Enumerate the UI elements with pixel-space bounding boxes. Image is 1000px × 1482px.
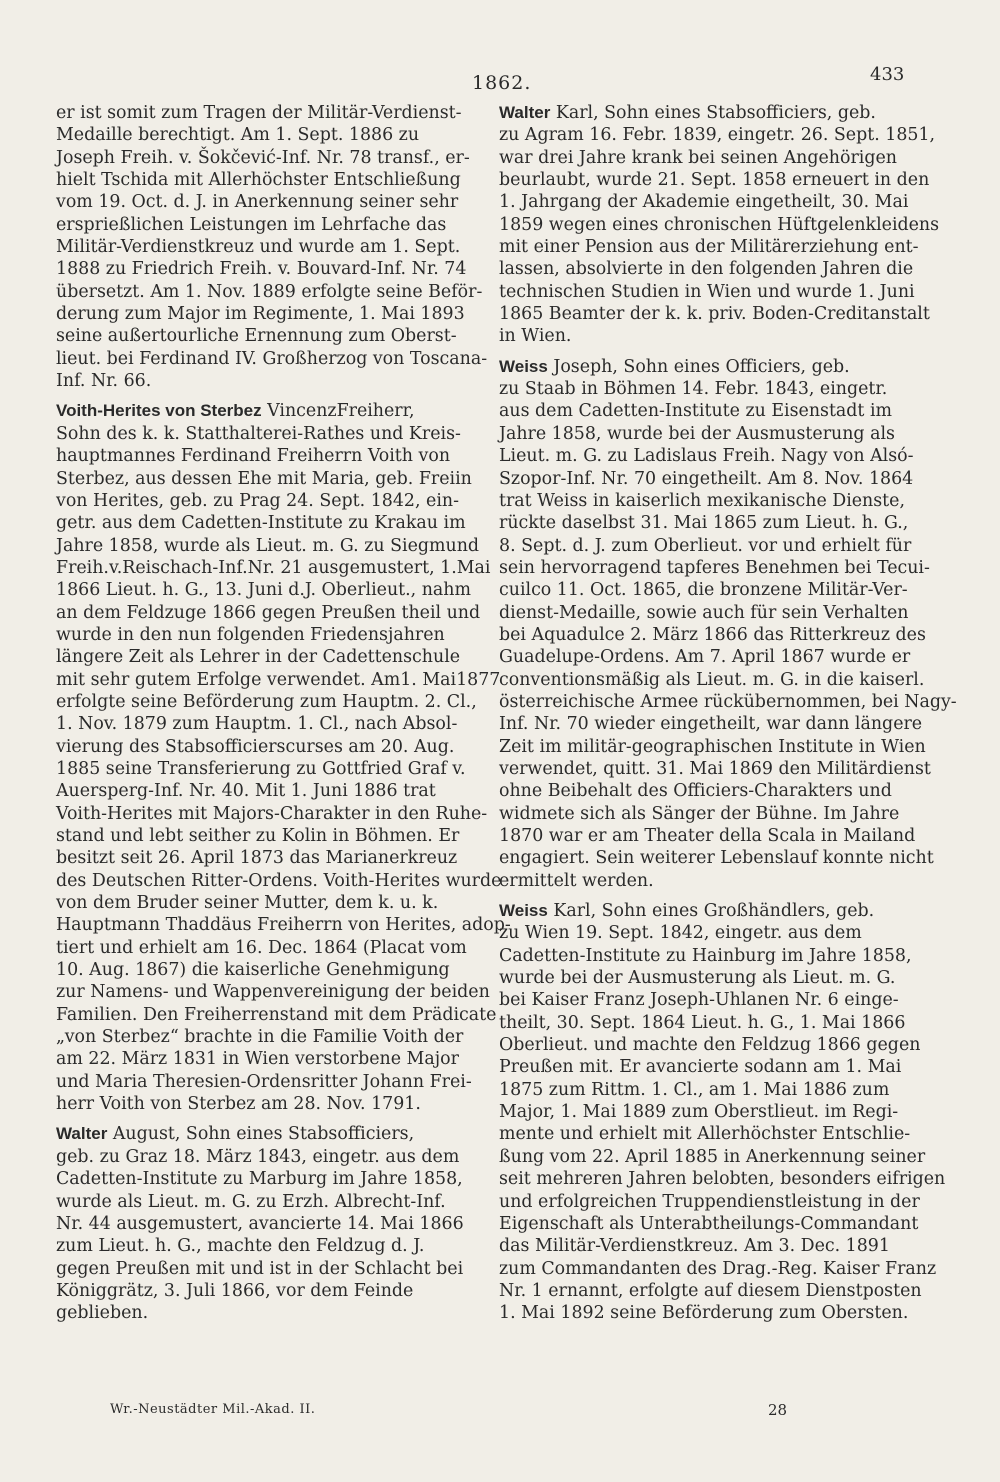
line-text: Oberlieut. und machte den Feldzug 1866 gegen <box>499 1035 921 1056</box>
text-line <box>56 602 486 624</box>
line-text: 10. Aug. 1867) die kaiserliche Genehmigung <box>56 960 450 981</box>
sheet-number: 28 <box>768 1401 788 1419</box>
entry-name: Weiss <box>499 356 548 376</box>
text-line <box>56 370 486 392</box>
text-line <box>499 258 914 280</box>
text-line <box>56 914 511 936</box>
line-text: und erfolgreichen Truppendienstleistung in der <box>499 1191 920 1212</box>
line-text: wurde bei der Ausmusterung als Lieut. m. G. <box>499 968 896 989</box>
text-line <box>56 758 486 780</box>
line-text: Preußen mit. Er avancierte sodann am 1. Mai <box>499 1057 902 1078</box>
text-line <box>499 400 909 422</box>
text-line <box>499 691 957 713</box>
text-line <box>56 423 486 445</box>
line-text: Nr. 1 ernannt, erfolgte auf diesem Dienstposten <box>499 1280 922 1301</box>
text-line <box>56 557 491 579</box>
text-line <box>56 669 501 691</box>
text-line <box>56 892 486 914</box>
text-line <box>56 803 486 825</box>
line-text: österreichische Armee rückübernommen, bei Nagy- <box>499 691 957 712</box>
line-text: herr Voith von Sterbez am 28. Nov. 1791. <box>56 1094 421 1115</box>
line-text: Militär-Verdienstkreuz und wurde am 1. Sept. <box>56 237 461 258</box>
line-text: Szopor-Inf. Nr. 70 eingetheilt. Am 8. Nov. 1864 <box>499 468 914 489</box>
line-text: aus dem Cadetten-Institute zu Eisenstadt im <box>499 401 892 422</box>
line-text: technischen Studien in Wien und wurde 1. Juni <box>499 281 915 302</box>
line-text: ßung vom 22. April 1885 in Anerkennung seiner <box>499 1146 926 1167</box>
line-text: tiert und erhielt am 16. Dec. 1864 (Placat vom <box>56 937 467 958</box>
line-text: Lieut. m. G. zu Ladislaus Freih. Nagy von Alsó- <box>499 446 914 467</box>
entry-name: Walter <box>499 103 551 122</box>
text-line <box>56 191 486 213</box>
line-text: Eigenschaft als Unterabtheilungs-Commandant <box>499 1213 919 1234</box>
line-text: 1870 war er am Theater della Scala in Mailand <box>499 826 916 846</box>
entry-name: Walter <box>56 1124 108 1144</box>
text-line <box>56 713 486 735</box>
text-line <box>56 102 486 124</box>
line-text: Inf. Nr. 66. <box>56 371 152 392</box>
text-line <box>499 1213 919 1235</box>
text-line <box>499 102 909 124</box>
text-line <box>499 803 909 825</box>
line-text: Jahre 1858, wurde bei der Ausmusterung als <box>499 423 895 444</box>
printer-signature: Wr.-Neustädter Mil.-Akad. II. <box>110 1402 316 1417</box>
text-line <box>499 512 909 534</box>
line-text: bei Kaiser Franz Joseph-Uhlanen Nr. 6 einge- <box>499 990 899 1011</box>
line-text: cuilco 11. Oct. 1865, die bronzene Militär-Ver- <box>499 580 908 601</box>
line-text: besitzt seit 26. April 1873 das Marianerkreuz <box>56 848 458 869</box>
text-line <box>56 1146 486 1168</box>
text-line <box>499 557 930 579</box>
text-line <box>499 445 914 467</box>
line-text: wurde in den nun folgenden Friedensjahren <box>56 624 445 645</box>
line-text: lassen, absolvierte in den folgenden Jahren die <box>499 259 914 280</box>
text-line <box>499 1056 909 1078</box>
text-line <box>56 400 486 422</box>
text-line <box>499 325 909 347</box>
line-text: von dem Bruder seiner Mutter, dem k. u. k. <box>56 893 439 914</box>
line-text: zu Wien 19. Sept. 1842, eingetr. aus dem <box>499 923 862 944</box>
line-text: hauptmannes Ferdinand Freiherrn Voith von <box>56 446 451 467</box>
text-line <box>56 579 486 601</box>
line-text: geblieben. <box>56 1303 149 1324</box>
text-line <box>56 147 486 169</box>
text-line <box>499 870 909 892</box>
line-text: Medaille berechtigt. Am 1. Sept. 1886 zu <box>56 125 420 146</box>
text-line <box>499 236 919 258</box>
text-line <box>499 945 912 967</box>
text-line <box>499 713 923 735</box>
text-line <box>499 1191 920 1213</box>
line-text: vierung des Stabsofficierscurses am 20. Aug. <box>56 736 455 757</box>
line-text: zur Namens- und Wappenvereinigung der beiden <box>56 982 490 1003</box>
line-text: des Deutschen Ritter-Ordens. Voith-Herites wurde <box>56 870 502 891</box>
text-line <box>56 646 486 668</box>
text-line <box>56 1048 486 1070</box>
text-line <box>56 691 486 713</box>
line-text: conventionsmäßig als Lieut. m. G. in die kaiserl. <box>499 669 925 690</box>
line-text: geb. zu Graz 18. März 1843, eingetr. aus dem <box>56 1146 460 1167</box>
line-text: getr. aus dem Cadetten-Institute zu Krakau im <box>56 513 466 534</box>
line-text: zum Commandanten des Drag.-Reg. Kaiser Franz <box>499 1258 937 1279</box>
line-text: mit sehr gutem Erfolge verwendet. Am1. Mai1877 <box>56 669 501 690</box>
line-text: 1. Jahrgang der Akademie eingetheilt, 30. Mai <box>499 192 909 213</box>
text-line <box>56 348 486 370</box>
text-line <box>499 191 909 213</box>
text-line <box>56 825 486 847</box>
text-line <box>56 1093 486 1115</box>
text-line <box>56 214 486 236</box>
line-text: war drei Jahre krank bei seinen Angehörigen <box>499 147 897 168</box>
line-text: Zeit im militär-geographischen Institute in Wien <box>499 736 926 757</box>
line-text: zu Staab in Böhmen 14. Febr. 1843, eingetr. <box>499 379 888 400</box>
line-text: 8. Sept. d. J. zum Oberlieut. vor und erhielt für <box>499 535 912 556</box>
line-text: dienst-Medaille, sowie auch für sein Verhalten <box>499 602 909 623</box>
text-line <box>499 1079 909 1101</box>
line-text: Sterbez, aus dessen Ehe mit Maria, geb. Freiin <box>56 468 472 489</box>
line-text: Cadetten-Institute zu Hainburg im Jahre 1858, <box>499 945 912 966</box>
text-line <box>56 124 486 146</box>
text-line <box>56 303 486 325</box>
text-line <box>56 1071 486 1093</box>
text-line <box>56 624 486 646</box>
text-line <box>499 922 909 944</box>
entry-name: Voith-Herites von Sterbez <box>56 401 262 421</box>
text-line <box>56 1213 486 1235</box>
text-line <box>499 378 909 400</box>
text-line <box>499 169 930 191</box>
text-line <box>56 1258 486 1280</box>
line-text: bei Aquadulce 2. März 1866 das Ritterkreuz des <box>499 624 926 645</box>
line-text: Jahre 1858, wurde als Lieut. m. G. zu Siegmund <box>56 535 480 556</box>
text-line <box>499 1168 946 1190</box>
text-line <box>56 535 486 557</box>
line-text: das Militär-Verdienstkreuz. Am 3. Dec. 1891 <box>499 1236 890 1257</box>
text-line <box>56 780 486 802</box>
line-text: 1. Mai 1892 seine Beförderung zum Obersten. <box>499 1303 909 1324</box>
line-text: August, Sohn eines Stabsofficiers, <box>107 1124 415 1145</box>
text-line <box>499 847 934 869</box>
text-line <box>499 490 909 512</box>
text-line <box>499 1280 922 1302</box>
line-text: verwendet, quitt. 31. Mai 1869 den Militärdienst <box>499 758 931 779</box>
line-text: „von Sterbez“ brachte in die Familie Voith der <box>56 1027 464 1048</box>
line-text: 1865 Beamter der k. k. priv. Boden-Creditanstalt <box>499 304 930 325</box>
text-line <box>499 423 909 445</box>
line-text: stand und lebt seither zu Kolin in Böhmen. Er <box>56 826 460 846</box>
text-line <box>56 325 486 347</box>
text-line <box>499 468 914 490</box>
text-line <box>56 959 486 981</box>
line-text: von Herites, geb. zu Prag 24. Sept. 1842, ein- <box>56 490 459 511</box>
text-line <box>499 535 912 557</box>
line-text: widmete sich als Sänger der Bühne. Im Jahre <box>499 803 900 824</box>
text-line <box>499 1123 909 1145</box>
line-text: erfolgte seine Beförderung zum Hauptm. 2. Cl., <box>56 691 477 712</box>
line-text: mente und erhielt mit Allerhöchster Entschlie- <box>499 1124 911 1145</box>
line-text: Nr. 44 ausgemustert, avancierte 14. Mai 1866 <box>56 1213 464 1234</box>
line-text: VincenzFreiherr, <box>261 401 415 422</box>
text-line <box>499 624 926 646</box>
line-text: Cadetten-Institute zu Marburg im Jahre 1858, <box>56 1169 463 1190</box>
line-text: Hauptmann Thaddäus Freiherrn von Herites, adop- <box>56 915 511 936</box>
line-text: Major, 1. Mai 1889 zum Oberstlieut. im Regi- <box>499 1102 899 1123</box>
line-text: Königgrätz, 3. Juli 1866, vor dem Feinde <box>56 1280 414 1301</box>
text-line <box>56 445 486 467</box>
text-line <box>499 1235 909 1257</box>
line-text: Joseph Freih. v. Šokčević-Inf. Nr. 78 transf., er- <box>56 147 470 168</box>
line-text: er ist somit zum Tragen der Militär-Verdienst- <box>56 103 462 123</box>
text-line <box>499 758 931 780</box>
line-text: seit mehreren Jahren belobten, besonders eifrigen <box>499 1169 946 1190</box>
text-line <box>499 1101 909 1123</box>
line-text: 1875 zum Rittm. 1. Cl., am 1. Mai 1886 zum <box>499 1079 890 1100</box>
text-line <box>56 281 486 303</box>
text-line <box>56 981 490 1003</box>
line-text: Karl, Sohn eines Großhändlers, geb. <box>547 901 875 922</box>
line-text: Joseph, Sohn eines Officiers, geb. <box>547 356 850 377</box>
line-text: hielt Tschida mit Allerhöchster Entschließung <box>56 170 461 191</box>
text-line <box>499 780 909 802</box>
line-text: theilt, 30. Sept. 1864 Lieut. h. G., 1. Mai 1866 <box>499 1012 906 1033</box>
line-text: Auersperg-Inf. Nr. 40. Mit 1. Juni 1886 trat <box>56 781 436 802</box>
text-line <box>56 468 486 490</box>
line-text: ermittelt werden. <box>499 870 654 891</box>
line-text: Freih.v.Reischach-Inf.Nr. 21 ausgemustert, 1.Mai <box>56 557 491 578</box>
line-text: rückte daselbst 31. Mai 1865 zum Lieut. h. G., <box>499 513 909 534</box>
text-line <box>499 669 925 691</box>
line-text: trat Weiss in kaiserlich mexikanische Dienste, <box>499 490 905 511</box>
line-text: seine außertourliche Ernennung zum Oberst- <box>56 326 457 347</box>
text-line <box>56 1026 486 1048</box>
line-text: Voith-Herites mit Majors-Charakter in den Ruhe- <box>56 803 488 824</box>
line-text: 1. Nov. 1879 zum Hauptm. 1. Cl., nach Absol- <box>56 714 458 735</box>
line-text: beurlaubt, wurde 21. Sept. 1858 erneuert in den <box>499 170 930 191</box>
line-text: zu Agram 16. Febr. 1839, eingetr. 26. Sept. 1851, <box>499 125 936 146</box>
line-text: ohne Beibehalt des Officiers-Charakters und <box>499 781 892 802</box>
text-line <box>56 236 486 258</box>
line-text: 1859 wegen eines chronischen Hüftgelenkleidens <box>499 214 940 235</box>
line-text: lieut. bei Ferdinand IV. Großherzog von Toscana- <box>56 348 488 369</box>
line-text: Guadelupe-Ordens. Am 7. April 1867 wurde er <box>499 647 911 668</box>
text-line <box>499 1302 909 1324</box>
text-line <box>499 303 930 325</box>
text-line <box>499 989 909 1011</box>
text-line <box>56 736 486 758</box>
text-line <box>56 1191 486 1213</box>
line-text: und Maria Theresien-Ordensritter Johann Frei- <box>56 1071 472 1092</box>
line-text: mit einer Pension aus der Militärerziehung ent- <box>499 237 919 258</box>
text-line <box>56 512 486 534</box>
text-line <box>56 937 486 959</box>
entry-name: Weiss <box>499 901 548 921</box>
text-line <box>499 602 909 624</box>
line-text: derung zum Major im Regimente, 1. Mai 1893 <box>56 304 465 325</box>
line-text: wurde als Lieut. m. G. zu Erzh. Albrecht-Inf. <box>56 1191 446 1212</box>
text-line <box>499 825 916 847</box>
text-line <box>499 1034 921 1056</box>
text-line <box>499 646 909 668</box>
text-line <box>499 1012 909 1034</box>
text-line <box>56 169 486 191</box>
text-line <box>56 490 486 512</box>
text-line <box>499 356 909 378</box>
text-line <box>499 281 915 303</box>
text-line <box>499 214 940 236</box>
text-line <box>499 967 909 989</box>
line-text: Inf. Nr. 70 wieder eingetheilt, war dann längere <box>499 714 923 735</box>
text-line <box>499 1146 926 1168</box>
text-line <box>499 736 926 758</box>
text-line <box>499 900 909 922</box>
line-text: Karl, Sohn eines Stabsofficiers, geb. <box>550 103 876 123</box>
text-line <box>56 1123 486 1145</box>
text-line <box>56 1280 486 1302</box>
line-text: 1866 Lieut. h. G., 13. Juni d.J. Oberlieut., nahm <box>56 580 471 601</box>
text-line <box>499 147 909 169</box>
right-column <box>499 102 957 1325</box>
text-line <box>56 1302 486 1324</box>
left-column <box>56 102 511 1325</box>
line-text: Sohn des k. k. Statthalterei-Rathes und Kreis- <box>56 423 461 444</box>
line-text: Familien. Den Freiherrenstand mit dem Prädicate <box>56 1004 497 1025</box>
text-line <box>499 124 936 146</box>
line-text: zum Lieut. h. G., machte den Feldzug d. J. <box>56 1236 425 1257</box>
text-line <box>56 1168 486 1190</box>
line-text: am 22. März 1831 in Wien verstorbene Major <box>56 1049 459 1070</box>
line-text: 1888 zu Friedrich Freih. v. Bouvard-Inf. Nr. 74 <box>56 259 467 280</box>
text-line <box>56 1235 486 1257</box>
line-text: ersprießlichen Leistungen im Lehrfache das <box>56 214 447 235</box>
text-line <box>56 847 486 869</box>
line-text: engagiert. Sein weiterer Lebenslauf konnte nicht <box>499 848 934 869</box>
line-text: gegen Preußen mit und ist in der Schlacht bei <box>56 1258 464 1279</box>
line-text: längere Zeit als Lehrer in der Cadettenschule <box>56 647 461 668</box>
text-line <box>56 258 486 280</box>
text-line <box>56 1004 497 1026</box>
text-line <box>499 1258 937 1280</box>
line-text: sein hervorragend tapferes Benehmen bei Tecui- <box>499 557 930 578</box>
line-text: an dem Feldzuge 1866 gegen Preußen theil und <box>56 602 481 623</box>
page-year: 1862. <box>472 72 532 94</box>
line-text: vom 19. Oct. d. J. in Anerkennung seiner sehr <box>56 192 459 213</box>
line-text: in Wien. <box>499 326 572 347</box>
text-line <box>499 579 909 601</box>
text-line <box>56 870 502 892</box>
line-text: übersetzt. Am 1. Nov. 1889 erfolgte seine Beför- <box>56 281 483 302</box>
page-number: 433 <box>870 64 905 85</box>
line-text: 1885 seine Transferierung zu Gottfried Graf v. <box>56 758 466 779</box>
